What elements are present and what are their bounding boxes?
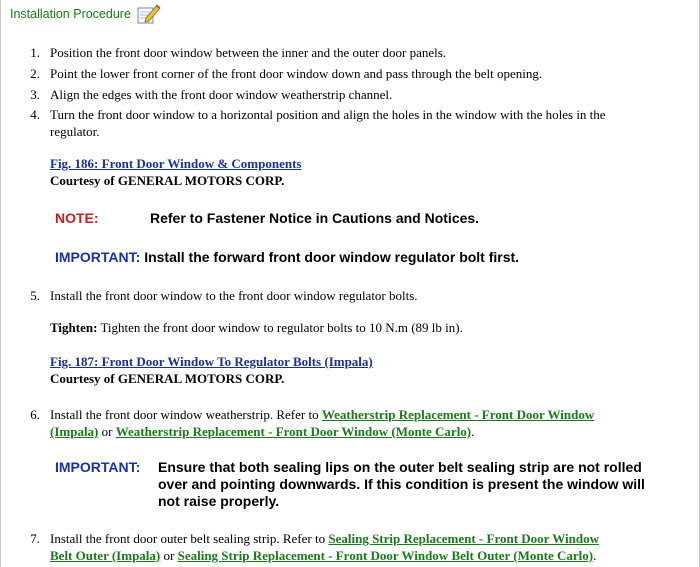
step-text-suffix: .	[593, 548, 597, 563]
tighten-label: Tighten:	[50, 320, 98, 335]
step-number: 6.	[30, 407, 40, 422]
important-text: Install the forward front door window regulator bolt first.	[144, 249, 520, 265]
important-text-line: Ensure that both sealing lips on the outer belt sealing strip are not rolled	[158, 459, 642, 475]
link-text[interactable]: Sealing Strip Replacement - Front Door Window	[328, 531, 599, 546]
important-notice-2	[55, 459, 695, 509]
important-text-line: not raise properly.	[158, 493, 280, 509]
step-text-line: regulator.	[50, 124, 100, 139]
link-text[interactable]: (Impala)	[50, 424, 99, 439]
step-text	[50, 530, 690, 564]
important-text-line: over and pointing downwards. If this condition is present the window will	[158, 476, 645, 492]
important-label: IMPORTANT:	[55, 459, 141, 475]
step-text: Position the front door window between the inner and the outer door panels.	[50, 45, 447, 60]
step-text-suffix: .	[471, 424, 475, 439]
step-text-prefix: Install the front door window weatherstrip. Refer to	[50, 407, 322, 422]
important-text	[158, 459, 645, 510]
sealing-strip-monte-carlo-link[interactable]: Sealing Strip Replacement - Front Door Window Belt Outer (Monte Carlo)	[177, 548, 594, 563]
note-label: NOTE:	[55, 210, 99, 226]
step-text: Align the edges with the front door window weatherstrip channel.	[50, 87, 393, 102]
step-text	[50, 106, 690, 140]
step-text-line: Turn the front door window to a horizontal position and align the holes in the window with the holes in the	[50, 107, 606, 122]
tighten-text: Tighten the front door window to regulator bolts to 10 N.m (89 lb in).	[97, 320, 463, 335]
step-text	[50, 406, 690, 440]
figure-186-caption	[50, 156, 301, 172]
step-number: 2.	[30, 66, 40, 81]
step-number: 5.	[30, 288, 40, 303]
figure-187-courtesy: Courtesy of GENERAL MOTORS CORP.	[50, 371, 285, 386]
step-text: Install the front door window to the front door window regulator bolts.	[50, 288, 418, 303]
step-number: 1.	[30, 45, 40, 60]
figure-187-link[interactable]: Fig. 187: Front Door Window To Regulator Bolts (Impala)	[50, 354, 373, 369]
step-text: Point the lower front corner of the front door window down and pass through the belt opening.	[50, 66, 543, 81]
section-title: Installation Procedure	[10, 7, 131, 21]
important-label: IMPORTANT:	[55, 249, 141, 265]
notepad-pencil-icon	[135, 3, 161, 25]
tighten-spec	[50, 320, 463, 336]
section-header	[10, 3, 161, 25]
figure-186-courtesy: Courtesy of GENERAL MOTORS CORP.	[50, 173, 285, 188]
weatherstrip-monte-carlo-link[interactable]: Weatherstrip Replacement - Front Door Window (Monte Carlo)	[115, 424, 472, 439]
figure-186-link[interactable]: Fig. 186: Front Door Window & Components	[50, 156, 302, 171]
step-number: 3.	[30, 87, 40, 102]
figure-187-caption	[50, 354, 373, 370]
step-text-conjunction: or	[160, 548, 178, 563]
important-notice-1	[55, 249, 519, 266]
step-text-prefix: Install the front door outer belt sealing strip. Refer to	[50, 531, 329, 546]
note-text: Refer to Fastener Notice in Cautions and Notices.	[150, 210, 480, 226]
step-number: 4.	[30, 107, 40, 122]
step-text-conjunction: or	[98, 424, 116, 439]
link-text[interactable]: Belt Outer (Impala)	[50, 548, 161, 563]
step-number: 7.	[30, 531, 40, 546]
link-text[interactable]: Weatherstrip Replacement - Front Door Window	[321, 407, 595, 422]
